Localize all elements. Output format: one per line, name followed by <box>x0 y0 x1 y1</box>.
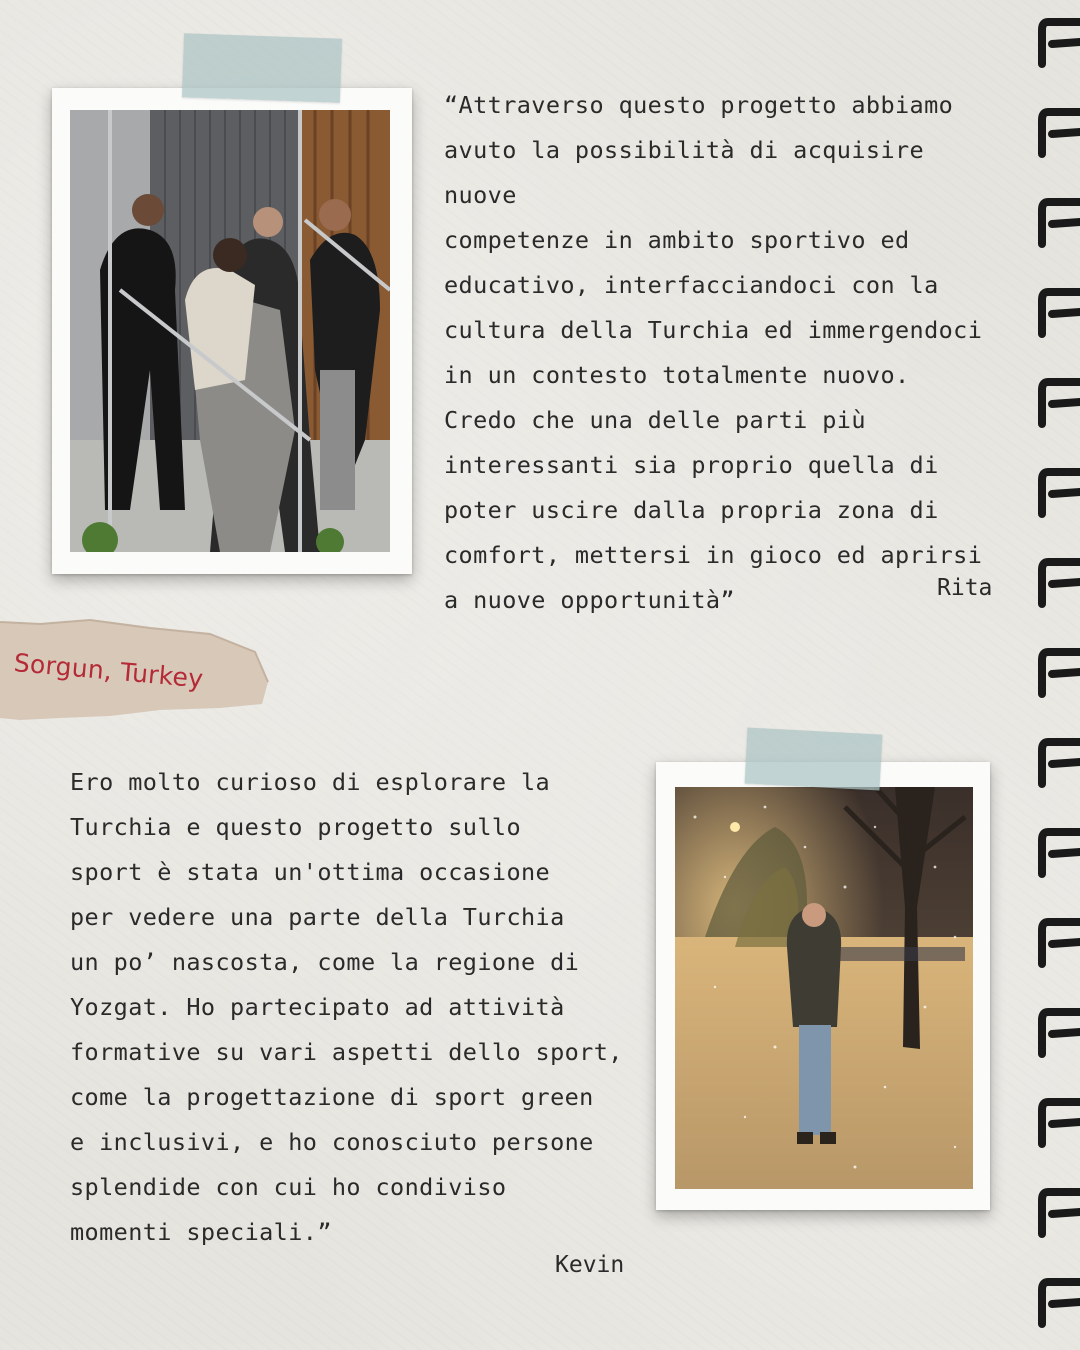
spiral-binding <box>1010 0 1080 1350</box>
photo-frame-portrait <box>656 762 990 1210</box>
snow-night-photo <box>675 787 973 1189</box>
photo-frame-group <box>52 88 412 574</box>
tape-strip-bottom <box>745 728 883 791</box>
testimonial-rita-author: Rita <box>937 575 993 601</box>
location-label: Sorgun, Turkey <box>12 648 205 694</box>
testimonial-rita-quote: “Attraverso questo progetto abbiamo avuto la possibilità di acquisire nuove competenze in ambito sportivo ed educativo, interfacciandoci con la cultura della Turchia ed immergendoci in un contesto totalmente nuovo. Credo che una delle parti più interessanti sia proprio quella di poter uscire dalla propria zona di comfort, mettersi in gioco ed aprirsi a nuove opportunità” <box>444 91 983 614</box>
group-mirror-photo <box>70 110 390 552</box>
testimonial-kevin-quote: Ero molto curioso di esplorare la Turchia e questo progetto sullo sport è stata un'ottima occasione per vedere una parte della Turchia un po’ nascosta, come la regione di Yozgat. Ho partecipato ad attività formative su vari aspetti dello sport, come la progettazione di sport green e inclusivi, e ho conosciuto persone splendide con cui ho condiviso momenti speciali.” <box>70 768 623 1246</box>
testimonial-kevin-author: Kevin <box>555 1252 625 1278</box>
tape-strip-top <box>182 33 342 102</box>
